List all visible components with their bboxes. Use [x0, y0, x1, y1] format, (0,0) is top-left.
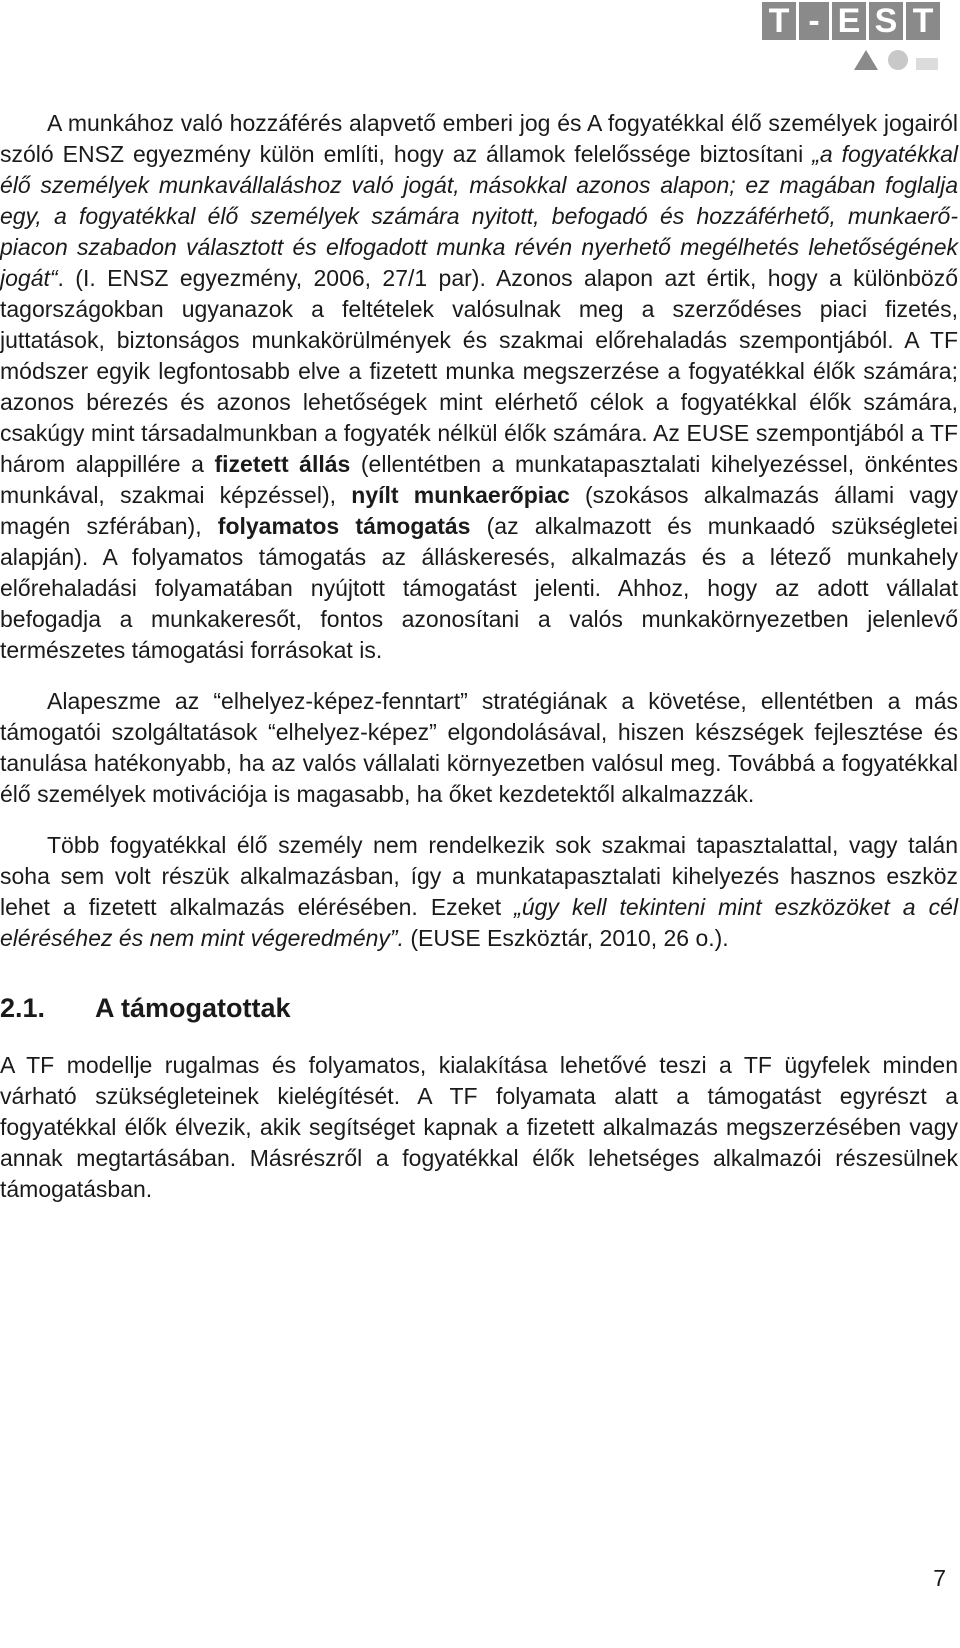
text-run: (az alkalmazott és munkaadó szükségletei alapján). A folyamatos támogatás az álláskeresés, alkalmazás és a létező munkahely előrehaladási folyamatában nyújtott támogatást jelenti. Ahhoz, hogy az adott vállalat befogadja a munkakeresőt, fontos azonosítani a valós munkakörnyezetben jelenlevő természetes támogatási forrásokat is. — [0, 513, 958, 663]
text-run: (ellentétben a munkatapasztalati kihelyezéssel, önkéntes munkával, szakmai képzéssel), — [0, 451, 958, 508]
bold-term-continuous-support: folyamatos támogatás — [217, 513, 471, 539]
text-run: (EUSE Eszköztár, 2010, 26 o.). — [403, 925, 729, 951]
section-heading — [0, 990, 958, 1026]
text-run: (szokásos alkalmazás állami vagy magén szférában), — [0, 482, 958, 539]
logo-letter: S — [869, 2, 903, 40]
logo-letter: T — [762, 2, 796, 40]
text-run: Több fogyatékkal élő személy nem rendelkezik sok szakmai tapasztalattal, vagy talán soha sem volt részük alkalmazásban, így a munkatapasztalati kihelyezés hasznos eszköz lehet a fizetett alkalmazás elérésében. Ezeket — [0, 832, 958, 920]
section-title: A támogatottak — [95, 993, 291, 1023]
text-run: . (I. ENSZ egyezmény, 2006, 27/1 par). Azonos alapon azt értik, hogy a különböző tagországokban ugyanazok a feltételek valósulnak meg a szerződéses piaci fizetés, juttatások, biztonságos munkakörülmények és szakmai előrehaladás szempontjából. A TF módszer egyik legfontosabb elve a fizetett munka megszerzése a fogyatékkal élők számára; azonos bérezés és azonos lehetőségek mint elérhető célok a fogyatékkal élők számára, csakúgy mint társadalmunkban a fogyaték nélkül élők számára. Az EUSE szempontjából a TF három alappillére a — [0, 265, 958, 477]
logo-letter: - — [799, 2, 829, 40]
quote-italic: „a fogyatékkal élő személyek munkavállaláshoz való jogát, másokkal azonos alapon; ez magában foglalja egy, a fogyatékkal élő személyek számára nyitott, befogadó és hozzáférhető, munkaerő-piacon szabadon választott és elfogadott munka révén nyerhető megélhetés lehetőségének jogát“ — [0, 141, 958, 291]
paragraph-strategy: Alapeszme az “elhelyez-képez-fenntart” stratégiának a követése, ellentétben a más támogatói szolgáltatások “elhelyez-képez” elgondolásával, hiszen készségek fejlesztése és tanulása hatékonyabb, ha az valós vállalati környezetben valósul meg. Továbbá a fogyatékkal élő személyek motivációja is magasabb, ha őket kezdetektől alkalmazzák. — [0, 688, 958, 807]
document-body — [0, 108, 958, 1205]
bold-term-paid-job: fizetett állás — [214, 451, 351, 477]
page-number: 7 — [933, 1565, 946, 1591]
t-est-logo — [762, 2, 952, 72]
paragraph-supported: A TF modellje rugalmas és folyamatos, kialakítása lehetővé teszi a TF ügyfelek minden várható szükségleteinek kielégítését. A TF folyamata alatt a támogatást egyrészt a fogyatékkal élők élvezik, akik segítséget kapnak a fizetett alkalmazás megszerzésében vagy annak megtartásában. Másrészről a fogyatékkal élők lehetséges alkalmazói részesülnek támogatásban. — [0, 1052, 958, 1202]
section-number: 2.1. — [0, 993, 46, 1023]
paragraph-experience — [0, 830, 958, 954]
quote-italic: „úgy kell tekinteni mint eszközöket a cél eléréséhez és nem mint végeredmény”. — [0, 894, 958, 951]
logo-shapes-icon — [838, 46, 948, 72]
logo-letter: E — [832, 2, 866, 40]
logo-letters — [762, 2, 952, 40]
text-run: A munkához való hozzáférés alapvető emberi jog és A fogyatékkal élő személyek jogairól szóló ENSZ egyezmény külön említi, hogy az államok felelőssége biztosítani — [0, 110, 958, 167]
logo-letter: T — [906, 2, 940, 40]
paragraph-rights — [0, 108, 958, 666]
bold-term-open-market: nyílt munkaerőpiac — [351, 482, 570, 508]
